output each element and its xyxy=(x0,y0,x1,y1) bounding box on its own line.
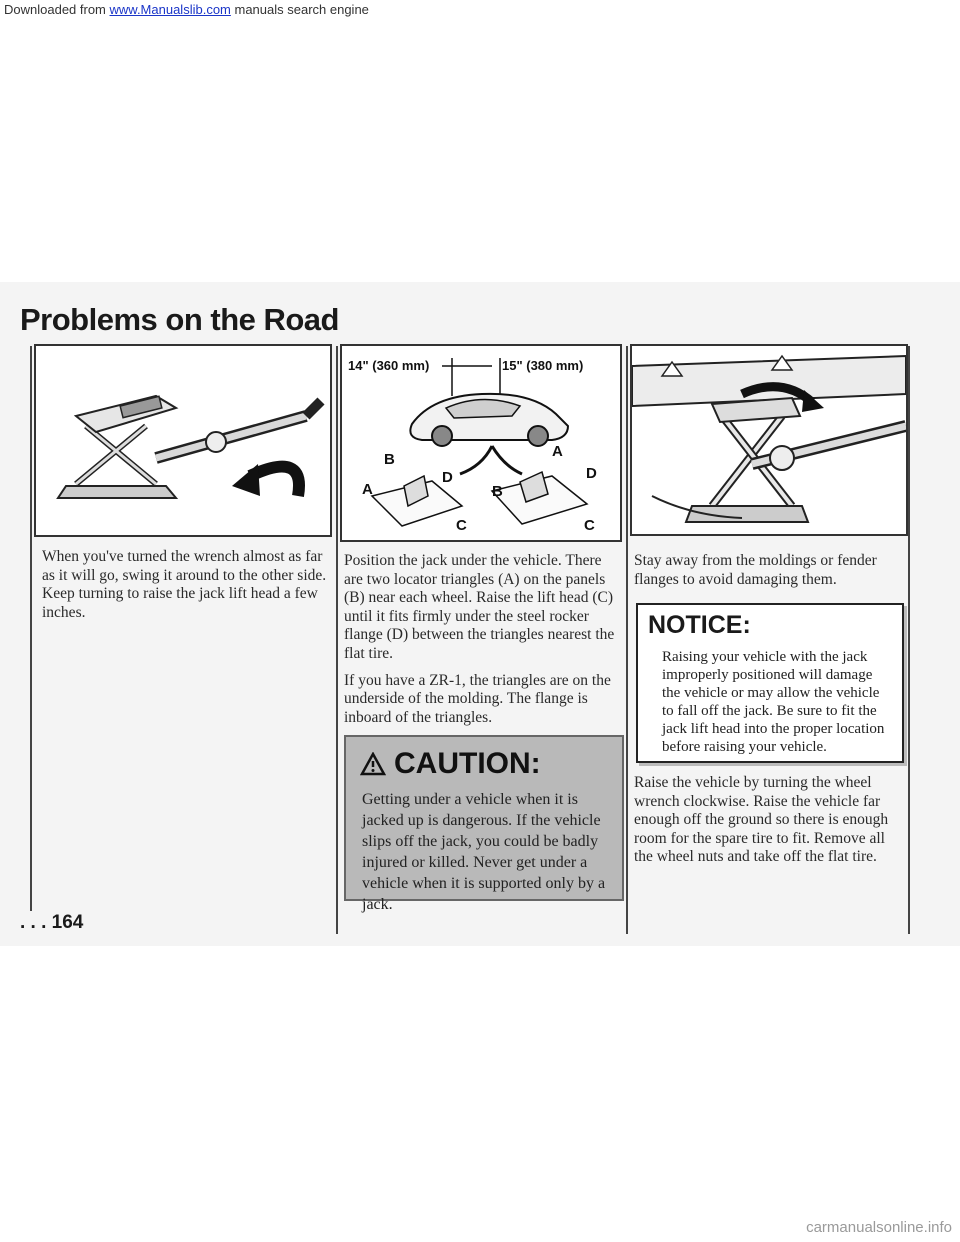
column-rule-edge xyxy=(908,346,910,934)
label-c-left: C xyxy=(456,517,467,534)
column3-paragraph: Raise the vehicle by turning the wheel wrench clockwise. Raise the vehicle far enough off the ground so there is enough room for the spare tire to fit. Remove all the wheel nuts and take off the flat tire. xyxy=(634,774,889,866)
watermark: carmanualsonline.info xyxy=(806,1219,952,1236)
caution-title: CAUTION: xyxy=(394,747,541,780)
column3-text-after xyxy=(634,774,904,875)
caution-box xyxy=(344,735,624,913)
notice-box xyxy=(636,603,904,763)
page-number: . . . 164 xyxy=(20,912,84,933)
column-rule-left xyxy=(30,346,32,911)
vehicle-jack-points-illustration xyxy=(342,346,620,540)
notice-body: Raising your vehicle with the jack improperly positioned will damage the vehicle or may allow the vehicle to fall off the jack. Be sure to fit the jack lift head into the proper location before raising your vehicle. xyxy=(662,649,885,755)
notice-title: NOTICE: xyxy=(648,611,751,639)
column3-text xyxy=(634,552,904,597)
label-a-right: A xyxy=(552,443,563,460)
column1-text xyxy=(42,548,328,630)
column1-paragraph: When you've turned the wrench almost as far as it will go, swing it around to the other side. Keep turning to raise the jack lift head a few inches. xyxy=(42,548,327,621)
jack-wrench-illustration xyxy=(36,346,330,535)
label-c-right: C xyxy=(584,517,595,534)
jack-under-rocker-figure xyxy=(630,344,908,536)
label-d-right: D xyxy=(586,465,597,482)
column2-text xyxy=(344,552,620,735)
warning-triangle-icon xyxy=(360,752,386,776)
locator-triangles-figure xyxy=(340,344,622,542)
jack-lift-head-illustration xyxy=(632,346,906,534)
download-note: Downloaded from www.Manualslib.com manuals search engine xyxy=(4,2,369,17)
manualslib-link[interactable]: www.Manualslib.com xyxy=(109,2,231,17)
page-title: Problems on the Road xyxy=(20,302,339,337)
column2-paragraph: Position the jack under the vehicle. There are two locator triangles (A) on the panels (B) near each wheel. Raise the lift head (C) until it fits firmly under the steel rocker flange (D) between the triangles nearest the flat tire. xyxy=(344,552,615,662)
label-b-left: B xyxy=(384,451,395,468)
column3-paragraph: Stay away from the moldings or fender flanges to avoid damaging them. xyxy=(634,552,877,588)
label-b-right: B xyxy=(492,483,503,500)
dim-right-label: 15" (380 mm) xyxy=(502,358,584,373)
jack-wrench-figure xyxy=(34,344,332,537)
caution-body: Getting under a vehicle when it is jacked up is dangerous. If the vehicle slips off the jack, you could be badly injured or killed. Never get under a vehicle when it is supported only by a jack. xyxy=(362,791,606,913)
label-a-left: A xyxy=(362,481,373,498)
dim-left-label: 14" (360 mm) xyxy=(348,358,430,373)
column-rule-right xyxy=(626,346,628,934)
caution-header xyxy=(360,747,622,781)
column-rule-middle xyxy=(336,346,338,934)
label-d-left: D xyxy=(442,469,453,486)
column2-paragraph: If you have a ZR-1, the triangles are on the underside of the molding. The flange is inboard of the triangles. xyxy=(344,671,611,726)
